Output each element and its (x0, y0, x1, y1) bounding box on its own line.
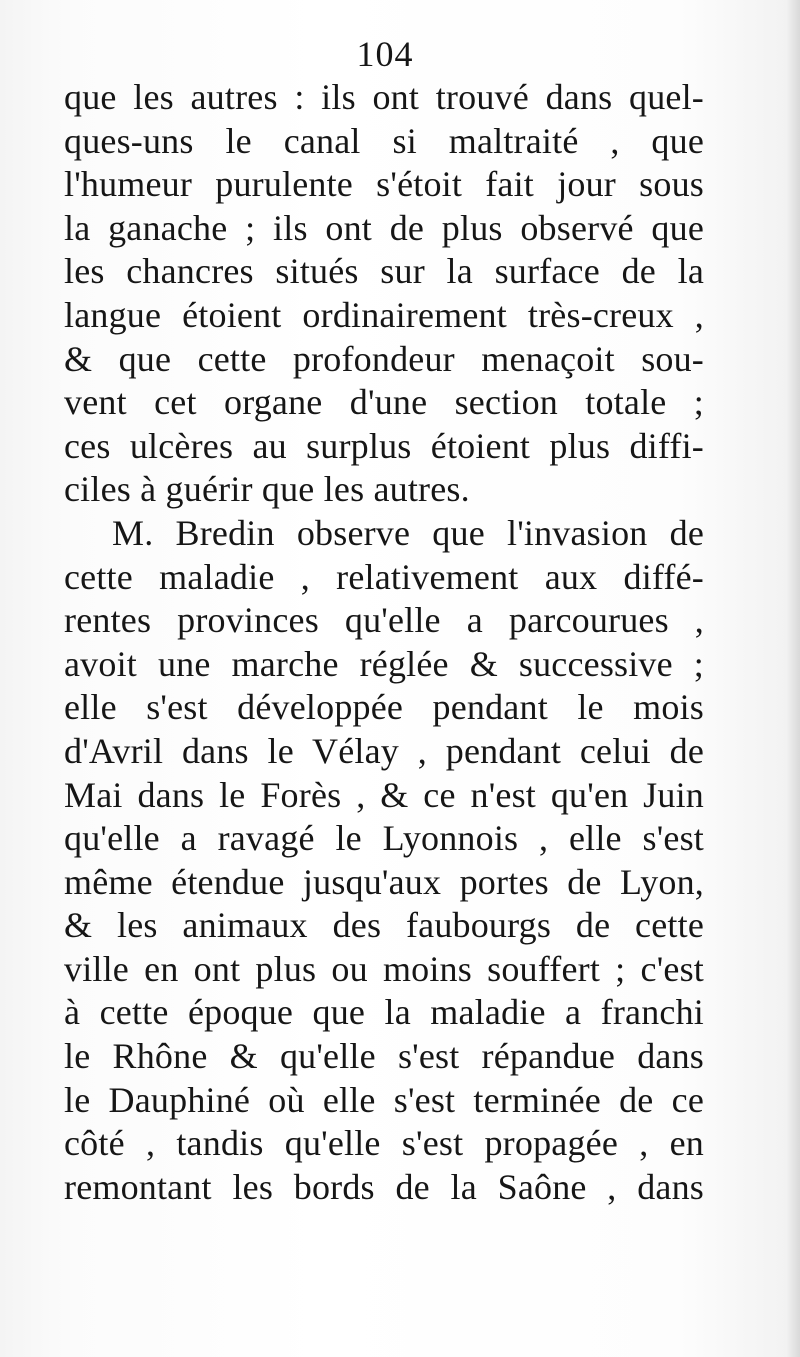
text-line: ces ulcères au surplus étoient plus diffi- (64, 425, 704, 466)
text-line: Mai dans le Forès , & ce n'est qu'en Juin (64, 774, 704, 815)
text-line: la ganache ; ils ont de plus observé que (64, 207, 704, 248)
text-line: les chancres situés sur la surface de la (64, 251, 704, 292)
text-line: rentes provinces qu'elle a parcourues , (64, 600, 704, 641)
text-line: ville en ont plus ou moins souffert ; c'est (64, 948, 704, 989)
text-line: à cette époque que la maladie a franchi (64, 992, 704, 1033)
paragraph-start-line: M. Bredin observe que l'invasion de (112, 512, 704, 553)
text-line: côté , tandis qu'elle s'est propagée , en (64, 1123, 704, 1164)
text-line: remontant les bords de la Saône , dans (64, 1166, 704, 1207)
text-line: le Dauphiné où elle s'est terminée de ce (64, 1079, 704, 1120)
text-line: vent cet organe d'une section totale ; (64, 382, 704, 423)
text-line: l'humeur purulente s'étoit fait jour sous (64, 164, 704, 205)
text-line: même étendue jusqu'aux portes de Lyon, (64, 861, 704, 902)
text-line: elle s'est développée pendant le mois (64, 687, 704, 728)
text-line: langue étoient ordinairement très-creux , (64, 294, 704, 335)
page-number: 104 (356, 34, 414, 74)
page-edge-shadow (786, 0, 800, 1357)
body-text (64, 76, 704, 1209)
text-line: le Rhône & qu'elle s'est répandue dans (64, 1036, 704, 1077)
text-line: d'Avril dans le Vélay , pendant celui de (64, 730, 704, 771)
paragraph-end-line: ciles à guérir que les autres. (64, 469, 470, 510)
text-line: & les animaux des faubourgs de cette (64, 905, 704, 946)
text-line: ques-uns le canal si maltraité , que (64, 120, 704, 161)
text-line: & que cette profondeur menaçoit sou- (64, 338, 704, 379)
text-line: qu'elle a ravagé le Lyonnois , elle s'est (64, 818, 704, 859)
text-line: avoit une marche réglée & successive ; (64, 643, 704, 684)
text-line: cette maladie , relativement aux diffé- (64, 556, 704, 597)
text-line: que les autres : ils ont trouvé dans quel- (64, 77, 704, 117)
